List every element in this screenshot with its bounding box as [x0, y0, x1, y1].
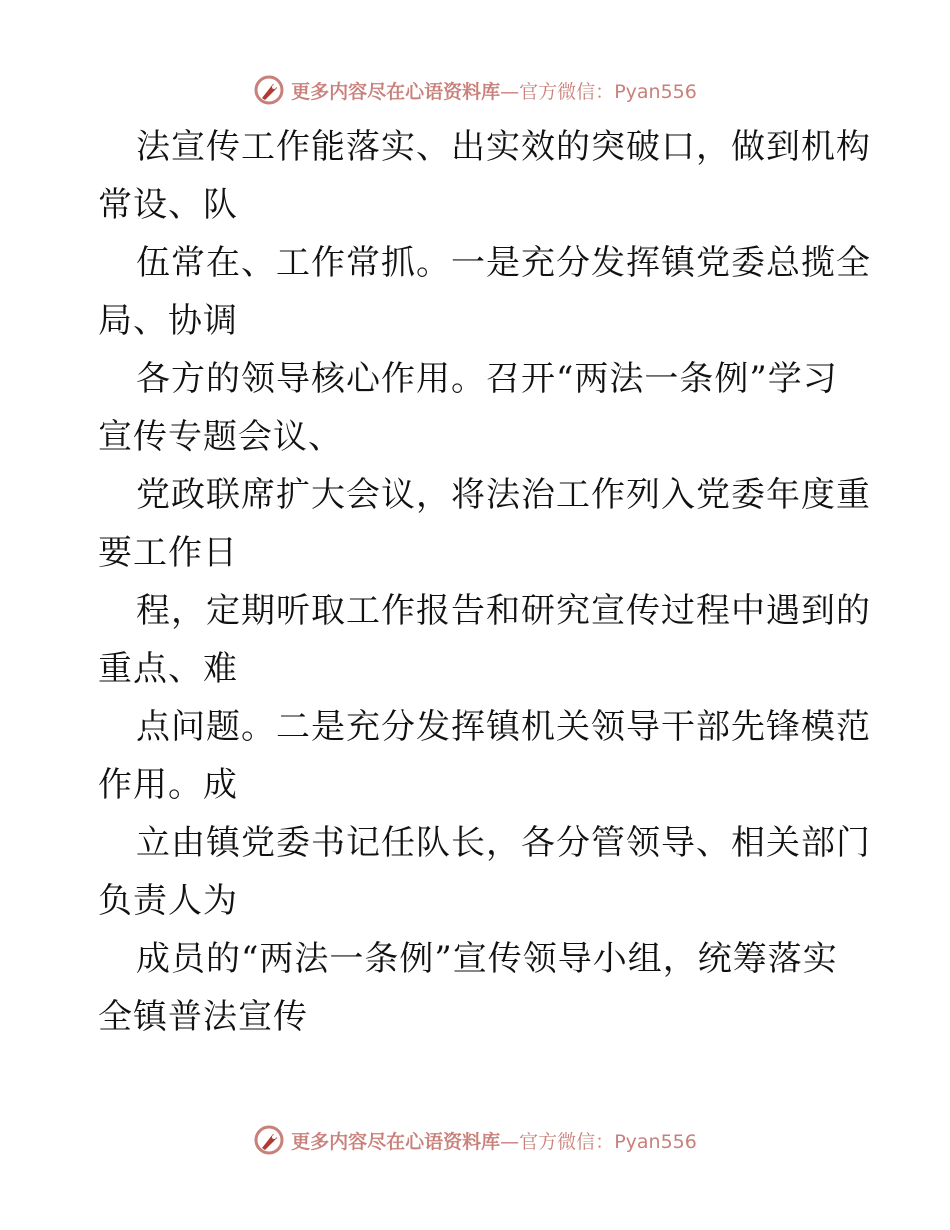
line-text-wrap: 重点、难 — [98, 649, 238, 689]
line-text: 点问题。二是充分发挥镇机关领导干部先锋模范 — [136, 707, 871, 747]
watermark-text — [291, 77, 697, 104]
pen-nib-circle-icon — [253, 74, 285, 106]
watermark-account-id: Pyan556 — [614, 80, 697, 103]
paragraph-line-7 — [98, 814, 871, 930]
paragraph-line-6 — [98, 698, 871, 814]
header-watermark — [0, 70, 950, 110]
line-text: 程，定期听取工作报告和研究宣传过程中遇到的 — [136, 591, 871, 631]
watermark-account-id: Pyan556 — [614, 1130, 697, 1153]
line-text: 成员的“两法一条例”宣传领导小组，统筹落实 — [136, 939, 838, 979]
line-text: 法宣传工作能落实、出实效的突破口，做到机构 — [136, 127, 871, 167]
watermark-main: 更多内容尽在心语资料库 — [291, 80, 501, 103]
paragraph-line-4 — [98, 466, 871, 582]
watermark-dash: — — [500, 80, 520, 103]
watermark-dash: — — [500, 1130, 520, 1153]
watermark-text — [291, 1127, 697, 1154]
paragraph-line-5 — [98, 582, 871, 698]
line-text-wrap: 宣传专题会议、 — [98, 417, 343, 457]
line-text-wrap: 常设、队 — [98, 185, 238, 225]
pen-nib-circle-icon — [253, 1124, 285, 1156]
line-text-wrap: 局、协调 — [98, 301, 238, 341]
line-text-wrap: 要工作日 — [98, 533, 238, 573]
watermark-main: 更多内容尽在心语资料库 — [291, 1130, 501, 1153]
line-text-wrap: 作用。成 — [98, 765, 238, 805]
paragraph-line-2 — [98, 234, 871, 350]
document-body — [98, 118, 871, 1046]
line-text: 立由镇党委书记任队长，各分管领导、相关部门 — [136, 823, 871, 863]
line-text-wrap: 全镇普法宣传 — [98, 997, 308, 1037]
paragraph-line-8 — [98, 930, 858, 1046]
footer-watermark — [0, 1120, 950, 1160]
paragraph-line-1 — [98, 118, 871, 234]
paragraph-line-3 — [98, 350, 858, 466]
line-text: 伍常在、工作常抓。一是充分发挥镇党委总揽全 — [136, 243, 871, 283]
line-text: 党政联席扩大会议，将法治工作列入党委年度重 — [136, 475, 871, 515]
line-text-wrap: 负责人为 — [98, 881, 238, 921]
watermark-account-prefix: 官方微信： — [519, 1130, 615, 1153]
watermark-account-prefix: 官方微信： — [519, 80, 615, 103]
line-text: 各方的领导核心作用。召开“两法一条例”学习 — [136, 359, 838, 399]
